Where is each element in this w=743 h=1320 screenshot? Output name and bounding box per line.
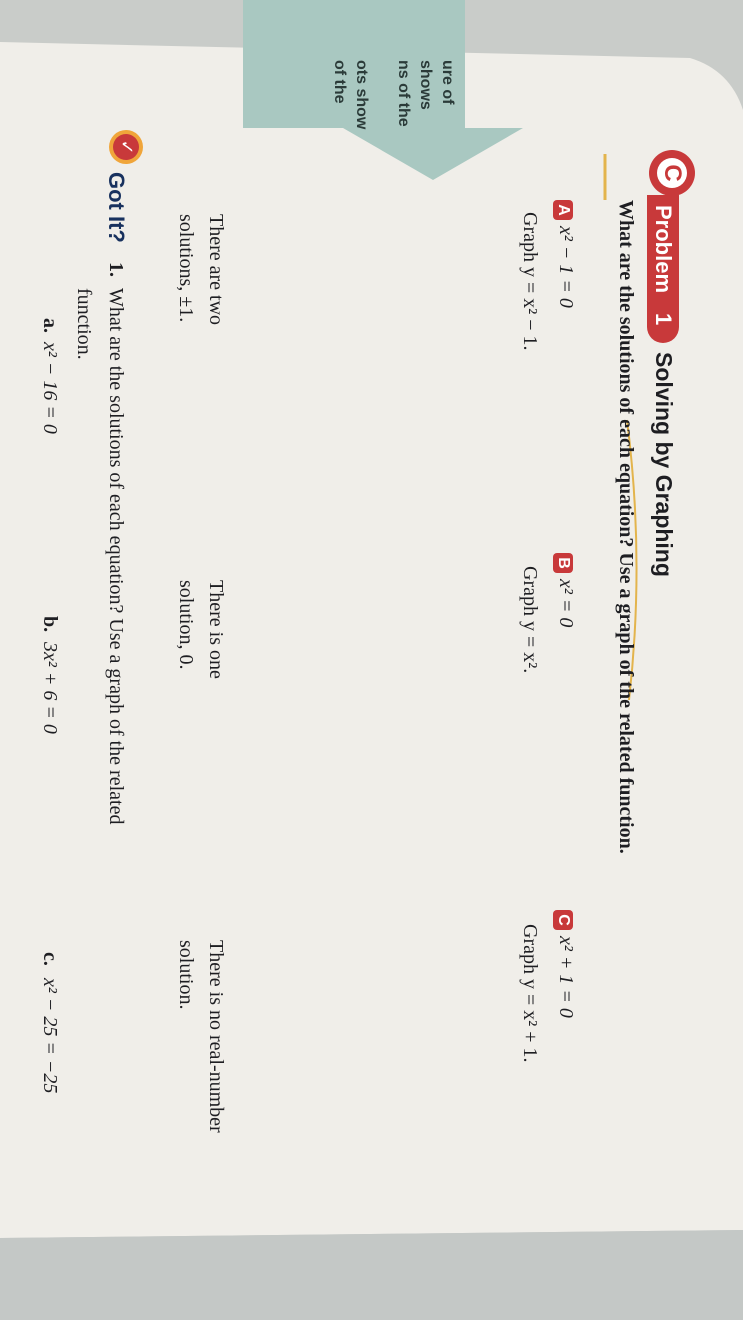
got-it-label-b: b. [39,616,61,633]
equation-c: x² + 1 = 0 [555,936,577,1018]
badge-a: A [553,200,573,220]
result-b [171,580,231,679]
result-b-line: There is one [205,580,227,679]
graph-a-svg [249,226,481,458]
got-it-equation-a: x² − 16 = 0 [39,342,61,434]
got-it-question: What are the solutions of each equation? Use a graph of the related [105,288,127,825]
problem-label: Problem [651,205,676,294]
sidebar-line: shows [417,60,434,110]
instruction-b: Graph y = x². [519,566,541,674]
checkmark-icon: ✓ [109,130,143,164]
sidebar-line: ure of [439,60,456,105]
graph-c-svg [255,938,487,1170]
badge-b: B [553,553,573,573]
problem-number: 1 [651,313,676,326]
graph-c [255,938,487,1170]
got-it-label-a: a. [39,318,61,333]
sidebar-text [328,60,458,129]
result-b-line: solution, 0. [175,580,197,670]
result-c-line: solution. [175,940,197,1010]
result-c-line: There is no real-number [205,940,227,1133]
problem-badge [647,195,679,343]
sidebar-line: ots show [353,60,370,130]
graph-a [249,226,481,458]
result-a-line: solutions, ±1. [175,214,197,323]
got-it-label-c: c. [39,952,61,966]
result-a [171,214,231,325]
graph-b [253,578,485,810]
got-it-heading: Got It? [104,172,129,243]
sidebar-line: ns of the [395,60,412,127]
equation-b: x² = 0 [555,579,577,628]
result-c [171,940,231,1133]
got-it-equation-c: x² − 25 = −25 [39,978,61,1094]
sidebar-line: of the [331,60,348,104]
instruction-c: Graph y = x² + 1. [519,924,541,1063]
result-a-line: There are two [205,214,227,326]
badge-c: C [553,910,573,930]
got-it-equation-b: 3x² + 6 = 0 [39,642,61,734]
problem-title: Solving by Graphing [651,352,677,577]
got-it-question-cont: function. [73,288,95,360]
graph-b-svg [253,578,485,810]
problem-question: What are the solutions of each equation? Use a graph of the related function. [615,200,637,854]
circled-c-icon: C [649,150,695,196]
got-it-number: 1. [105,262,127,277]
equation-a: x² − 1 = 0 [555,226,577,308]
instruction-a: Graph y = x² − 1. [519,212,541,351]
